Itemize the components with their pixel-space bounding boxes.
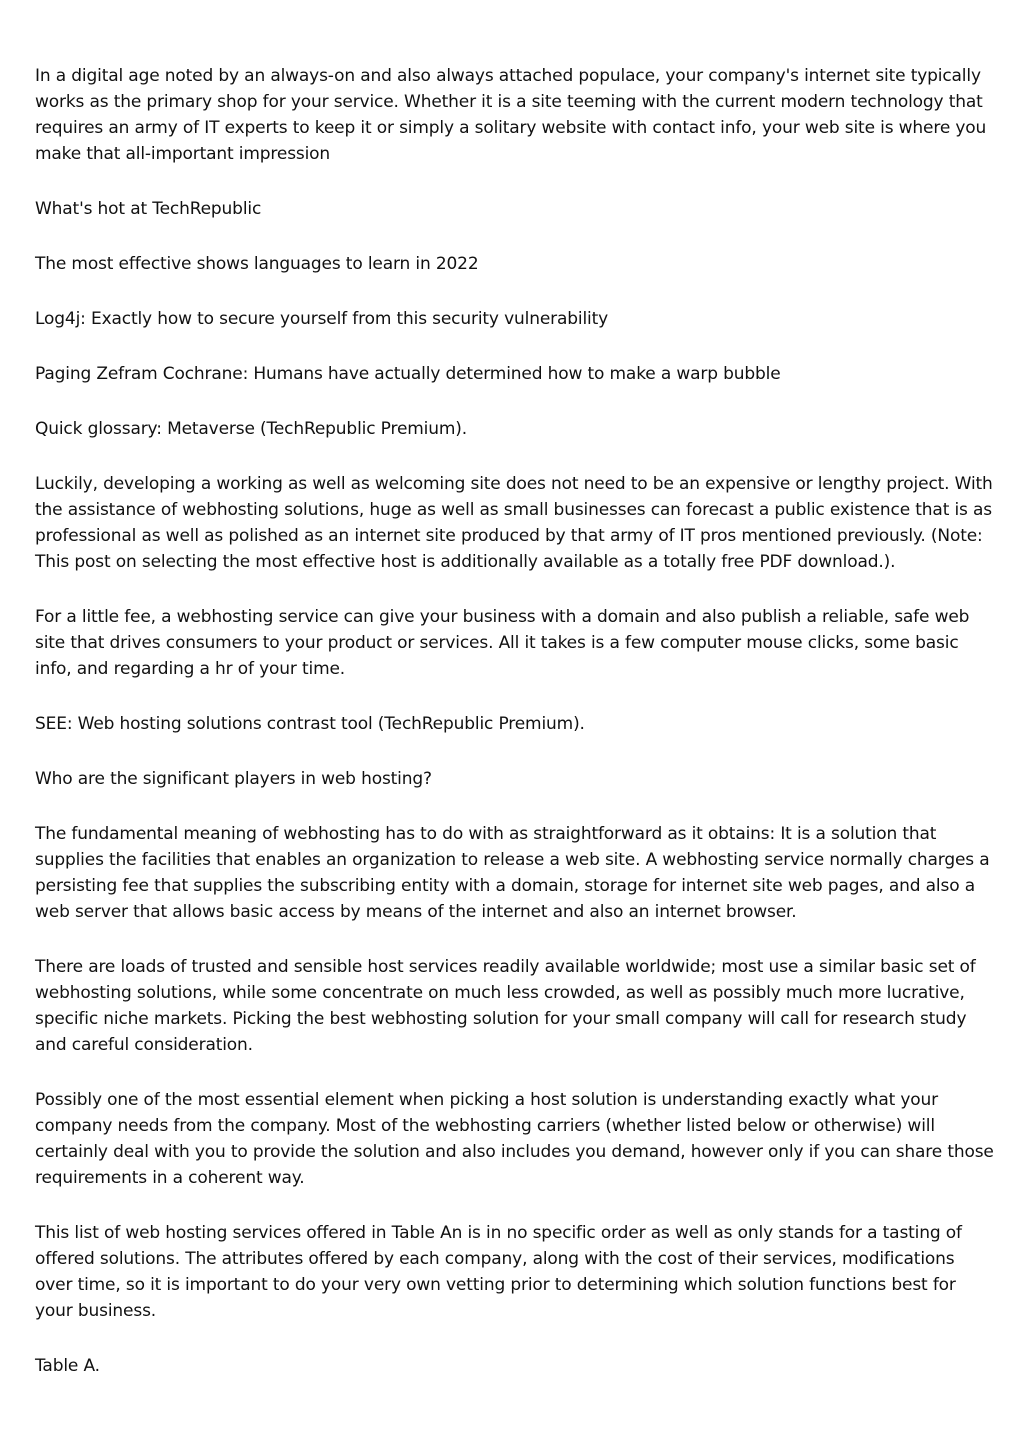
whats-hot-heading: What's hot at TechRepublic xyxy=(35,199,262,219)
paragraph-table-list: This list of web hosting services offered in Table An is in no specific order as well as only stands for a tasting of offered solutions. The attributes offered by each company, along with the cost of their services, modifications over time, so it is important to do your very own vetting prior to determining which solution functions best for your business. xyxy=(35,1223,962,1321)
document-page xyxy=(35,63,995,1408)
see-also-line: SEE: Web hosting solutions contrast tool (TechRepublic Premium). xyxy=(35,714,585,734)
section-heading-players: Who are the significant players in web hosting? xyxy=(35,769,432,789)
intro-paragraph: In a digital age noted by an always-on and also always attached populace, your company's internet site typically works as the primary shop for your service. Whether it is a site teeming with the current modern technology that requires an army of IT experts to keep it or simply a solitary website with contact info, your web site is where you make that all-important impression xyxy=(35,66,987,164)
paragraph-essential-element: Possibly one of the most essential element when picking a host solution is understanding exactly what your company needs from the company. Most of the webhosting carriers (whether listed below or otherwise) will certainly deal with you to provide the solution and also includes you demand, however only if you can share those requirements in a coherent way. xyxy=(35,1090,994,1188)
hot-item-log4j: Log4j: Exactly how to secure yourself from this security vulnerability xyxy=(35,309,609,329)
paragraph-definition: The fundamental meaning of webhosting has to do with as straightforward as it obtains: It is a solution that supplies the facilities that enables an organization to release a web site. A webhosting service normally charges a persisting fee that supplies the subscribing entity with a domain, storage for internet site web pages, and also a web server that allows basic access by means of the internet and also an internet browser. xyxy=(35,824,990,922)
hot-item-languages: The most effective shows languages to learn in 2022 xyxy=(35,254,479,274)
paragraph-little-fee: For a little fee, a webhosting service can give your business with a domain and also publish a reliable, safe web site that drives consumers to your product or services. All it takes is a few computer mouse clicks, some basic info, and regarding a hr of your time. xyxy=(35,607,970,679)
paragraph-host-services: There are loads of trusted and sensible host services readily available worldwide; most use a similar basic set of webhosting solutions, while some concentrate on much less crowded, as well as possibly much more lucrative, specific niche markets. Picking the best webhosting solution for your small company will call for research study and careful consideration. xyxy=(35,957,976,1055)
table-caption: Table A. xyxy=(35,1356,100,1376)
paragraph-welcoming-site: Luckily, developing a working as well as welcoming site does not need to be an expensive or lengthy project. With the assistance of webhosting solutions, huge as well as small businesses can forecast a public existence that is as professional as well as polished as an internet site produced by that army of IT pros mentioned previously. (Note: This post on selecting the most effective host is additionally available as a totally free PDF download.). xyxy=(35,474,993,572)
hot-item-metaverse: Quick glossary: Metaverse (TechRepublic Premium). xyxy=(35,419,468,439)
hot-item-warp-bubble: Paging Zefram Cochrane: Humans have actually determined how to make a warp bubble xyxy=(35,364,781,384)
